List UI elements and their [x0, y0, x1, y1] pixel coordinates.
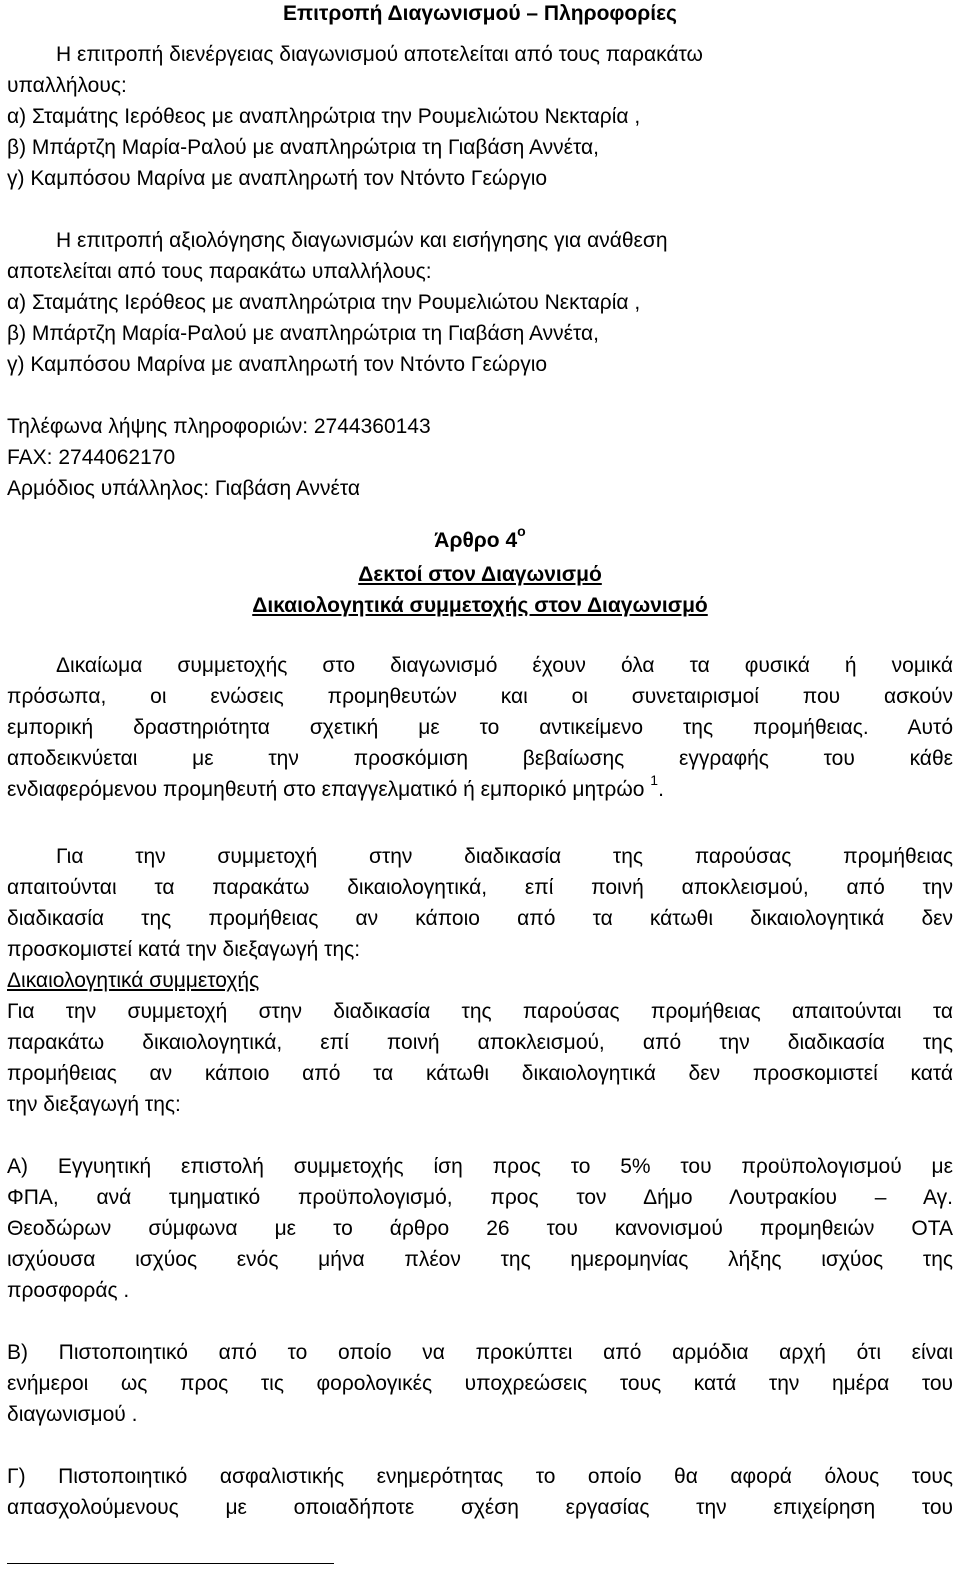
article-heading-sup: ο: [517, 523, 526, 539]
para-right-line2: πρόσωπα, οι ενώσεις προμηθευτών και οι συνεταιρισμοί που ασκούν: [7, 685, 953, 708]
article-subtitle-accepted: Δεκτοί στον Διαγωνισμό: [358, 563, 602, 586]
contact-phone: Τηλέφωνα λήψης πληροφοριών: 2744360143: [7, 415, 431, 438]
item-c-line2: απασχολούμενους με οποιαδήποτε σχέση εργασίας την επιχείρηση του: [7, 1496, 953, 1519]
contact-officer: Αρμόδιος υπάλληλος: Γιαβάση Αννέτα: [7, 477, 361, 500]
item-a-line1: Α) Εγγυητική επιστολή συμμετοχής ίση προς το 5% του προϋπολογισμού με: [7, 1155, 953, 1178]
article-subtitle-documents: Δικαιολογητικά συμμετοχής στον Διαγωνισμό: [252, 594, 708, 617]
article-heading: Άρθρο $4^o$: [434, 523, 526, 552]
docs-heading: Δικαιολογητικά συμμετοχής: [7, 969, 260, 992]
committee2-intro-line1: Η επιτροπή αξιολόγησης διαγωνισμών και εισήγησης για ανάθεση: [56, 229, 668, 252]
committee1-intro-line2: υπαλλήλους:: [7, 74, 127, 97]
committee1-member-c: γ) Καμπόσου Μαρίνα με αναπληρωτή τον Ντόντο Γεώργιο: [7, 167, 548, 190]
contact-fax: FAX: 2744062170: [7, 446, 176, 469]
para-docs-line2: απαιτούνται τα παρακάτω δικαιολογητικά, επί ποινή αποκλεισμού, από την: [7, 876, 953, 899]
item-a-line5: προσφοράς .: [7, 1279, 130, 1302]
committee2-intro-line2: αποτελείται από τους παρακάτω υπαλλήλους:: [7, 260, 432, 283]
footnote-separator: [7, 1563, 334, 1564]
para-docs-line1: Για την συμμετοχή στην διαδικασία της παρούσας προμήθειας: [56, 845, 953, 868]
footnote-ref: 1: [650, 772, 659, 788]
item-b-line2: ενήμεροι ως προς τις φορολογικές υποχρεώσεις τους κατά την ημέρα του: [7, 1372, 953, 1395]
item-b-line3: διαγωνισμού .: [7, 1403, 138, 1426]
committee2-member-a: α) Σταμάτης Ιερόθεος με αναπληρώτρια την Ρουμελιώτου Νεκταρία ,: [7, 291, 641, 314]
item-c-line1: Γ) Πιστοποιητικό ασφαλιστικής ενημερότητας το οποίο θα αφορά όλους τους: [7, 1465, 953, 1488]
para-docs2-line2: παρακάτω δικαιολογητικά, επί ποινή αποκλεισμού, από την διαδικασία της: [7, 1031, 953, 1054]
para-right-line3: εμπορική δραστηριότητα σχετική με το αντικείμενο της προμήθειας. Αυτό: [7, 716, 953, 739]
para-docs-line4: προσκομιστεί κατά την διεξαγωγή της:: [7, 938, 361, 961]
para-right-line5: ενδιαφερόμενου προμηθευτή στο επαγγελματικό ή εμπορικό μητρώο $^1$.: [7, 772, 664, 801]
para-docs2-line3: προμήθειας αν κάποιο από τα κάτωθι δικαιολογητικά δεν προσκομιστεί κατά: [7, 1062, 953, 1085]
para-right-line4: αποδεικνύεται με την προσκόμιση βεβαίωσης εγγραφής του κάθε: [7, 747, 953, 770]
committee1-member-b: β) Μπάρτζη Μαρία-Ραλού με αναπληρώτρια τη Γιαβάση Αννέτα,: [7, 136, 599, 159]
item-b-line1: Β) Πιστοποιητικό από το οποίο να προκύπτει από αρμόδια αρχή ότι είναι: [7, 1341, 953, 1364]
committee1-member-a: α) Σταμάτης Ιερόθεος με αναπληρώτρια την Ρουμελιώτου Νεκταρία ,: [7, 105, 641, 128]
item-a-line4: ισχύουσα ισχύος ενός μήνα πλέον της ημερομηνίας λήξης ισχύος της: [7, 1248, 953, 1271]
para-docs2-line1: Για την συμμετοχή στην διαδικασία της παρούσας προμήθειας απαιτούνται τα: [7, 1000, 953, 1023]
item-a-line3: Θεοδώρων σύμφωνα με το άρθρο 26 του κανονισμού προμηθειών ΟΤΑ: [7, 1217, 953, 1240]
para-right-line1: Δικαίωμα συμμετοχής στο διαγωνισμό έχουν όλα τα φυσικά ή νομικά: [56, 654, 953, 677]
para-docs-line3: διαδικασία της προμήθειας αν κάποιο από τα κάτωθι δικαιολογητικά δεν: [7, 907, 953, 930]
committee1-intro-line1: Η επιτροπή διενέργειας διαγωνισμού αποτελείται από τους παρακάτω: [56, 43, 703, 66]
committee2-member-b: β) Μπάρτζη Μαρία-Ραλού με αναπληρώτρια τη Γιαβάση Αννέτα,: [7, 322, 599, 345]
page-title: Επιτροπή Διαγωνισμού – Πληροφορίες: [283, 2, 677, 25]
para-docs2-line4: την διεξαγωγή της:: [7, 1093, 181, 1116]
committee2-member-c: γ) Καμπόσου Μαρίνα με αναπληρωτή τον Ντόντο Γεώργιο: [7, 353, 548, 376]
item-a-line2: ΦΠΑ, ανά τμηματικό προϋπολογισμό, προς τον Δήμο Λουτρακίου – Αγ.: [7, 1186, 953, 1209]
